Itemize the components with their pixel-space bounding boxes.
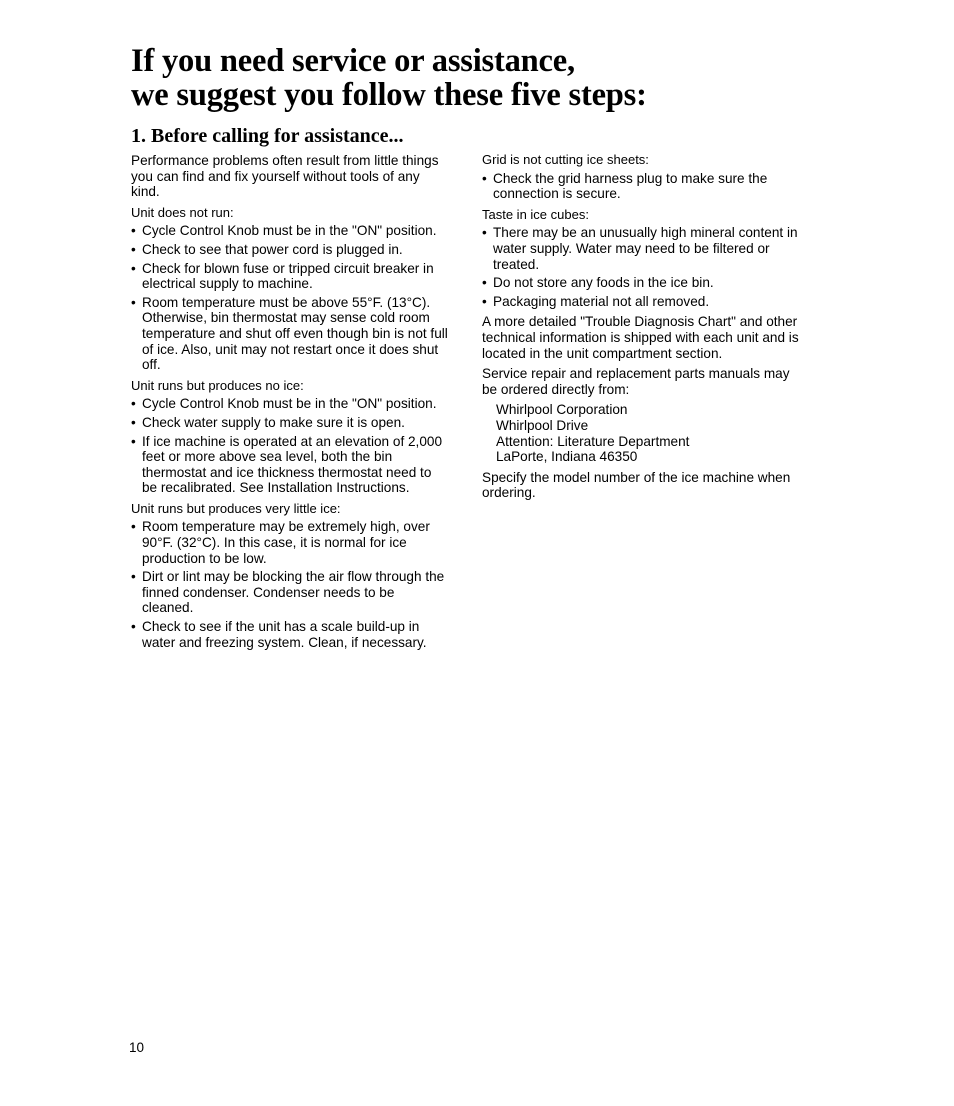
group-label-grid: Grid is not cutting ice sheets: [482, 152, 649, 167]
left-column [131, 124, 449, 655]
list-item: • Check to see that power cord is plugged in. [131, 242, 449, 258]
list-item: • Dirt or lint may be blocking the air flow through the finned condenser. Condenser needs to be cleaned. [131, 569, 449, 616]
list-item: • If ice machine is operated at an elevation of 2,000 feet or more above sea level, both the bin thermostat and ice thickness thermostat need to be recalibrated. See Installation Instructions. [131, 434, 449, 496]
list-item: • Packaging material not all removed. [482, 294, 802, 310]
list-unit-does-not-run [131, 223, 449, 372]
group-label-little-ice: Unit runs but produces very little ice: [131, 500, 341, 516]
right-column [482, 152, 802, 506]
section-heading: 1. Before calling for assistance... [131, 125, 404, 147]
list-item: • There may be an unusually high mineral content in water supply. Water may need to be filtered or treated. [482, 225, 802, 272]
page-title-line-2: we suggest you follow these five steps: [131, 77, 647, 113]
page-title-line-1: If you need service or assistance, [131, 43, 575, 79]
list-taste [482, 225, 802, 309]
page-number: 10 [129, 1040, 145, 1055]
list-little-ice [131, 519, 449, 650]
page-title [131, 44, 647, 112]
list-no-ice [131, 396, 449, 496]
address-line: Whirlpool Corporation [496, 402, 628, 418]
list-item: • Check the grid harness plug to make sure the connection is secure. [482, 171, 802, 202]
list-grid [482, 171, 802, 202]
manuals-note: Service repair and replacement parts manuals may be ordered directly from: [482, 366, 790, 397]
address-line: Attention: Literature Department [496, 433, 690, 449]
address-line: LaPorte, Indiana 46350 [496, 449, 638, 465]
model-note: Specify the model number of the ice machine when ordering. [482, 469, 791, 501]
group-label-no-ice: Unit runs but produces no ice: [131, 377, 304, 393]
list-item: • Check to see if the unit has a scale build-up in water and freezing system. Clean, if necessary. [131, 619, 449, 650]
list-item: • Cycle Control Knob must be in the "ON" position. [131, 396, 449, 412]
list-item: • Check for blown fuse or tripped circuit breaker in electrical supply to machine. [131, 261, 449, 292]
list-item: • Room temperature may be extremely high, over 90°F. (32°C). In this case, it is normal for ice production to be low. [131, 519, 449, 566]
list-item: • Check water supply to make sure it is open. [131, 415, 449, 431]
address-line: Whirlpool Drive [496, 417, 589, 433]
group-label-unit-does-not-run: Unit does not run: [131, 204, 234, 220]
list-item: • Room temperature must be above 55°F. (13°C). Otherwise, bin thermostat may sense cold room temperature and shut off even though bin is not full of ice. Also, unit may not restart once it does shut off. [131, 295, 449, 373]
mailing-address [496, 402, 802, 464]
list-item: • Cycle Control Knob must be in the "ON" position. [131, 223, 449, 239]
chart-note: A more detailed "Trouble Diagnosis Chart" and other technical information is shipped with each unit and is located in the unit compartment section. [482, 314, 799, 361]
list-item: • Do not store any foods in the ice bin. [482, 275, 802, 291]
group-label-taste: Taste in ice cubes: [482, 206, 589, 222]
intro-paragraph: Performance problems often result from little things you can find and fix yourself without tools of any kind. [131, 153, 439, 200]
